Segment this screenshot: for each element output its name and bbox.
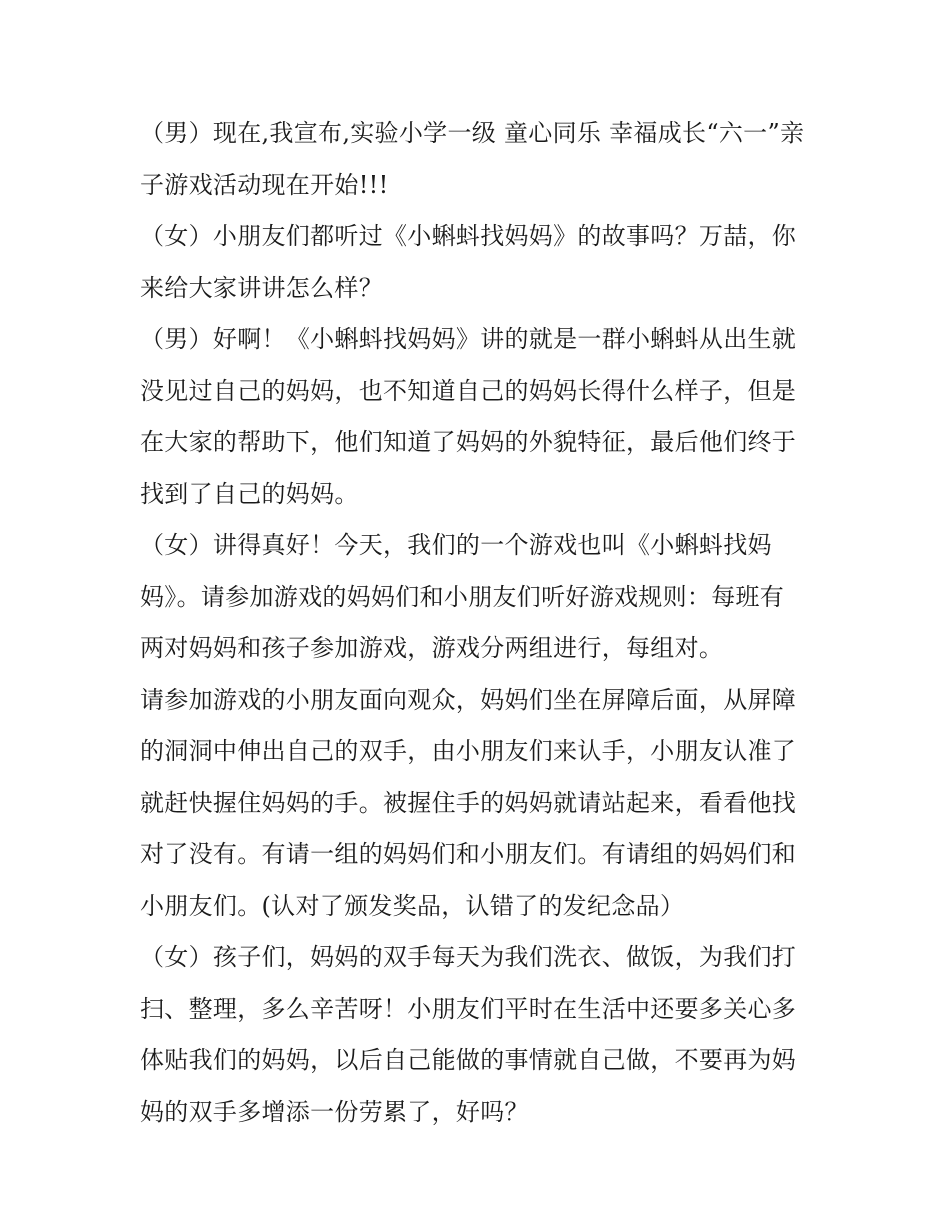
text-line: 在大家的帮助下，他们知道了妈妈的外貌特征，最后他们终于 [140, 428, 797, 456]
text-line: （女）讲得真好！今天，我们的一个游戏也叫《小蝌蚪找妈 [140, 531, 772, 559]
text-line: 小朋友们。(认对了颁发奖品，认错了的发纪念品） [140, 891, 685, 920]
text-line: （男）现在,我宣布,实验小学一级 童心同乐 幸福成长“六一”亲 [140, 119, 805, 147]
document-body [140, 108, 816, 1138]
text-line: 对了没有。有请一组的妈妈们和小朋友们。有请组的妈妈们和 [140, 840, 797, 868]
text-line: 妈》。请参加游戏的妈妈们和小朋友们听好游戏规则：每班有 [140, 582, 785, 611]
text-line: （女）孩子们，妈妈的双手每天为我们洗衣、做饭，为我们打 [140, 943, 797, 971]
text-line: （女）小朋友们都听过《小蝌蚪找妈妈》的故事吗？万喆，你 [140, 222, 797, 250]
text-line: 扫、整理，多么辛苦呀！小朋友们平时在生活中还要多关心多 [140, 994, 797, 1023]
text-line: 妈的双手多增添一份劳累了，好吗？ [140, 1097, 529, 1126]
text-line: （男）好啊！《小蝌蚪找妈妈》讲的就是一群小蝌蚪从出生就 [140, 325, 797, 353]
text-line: 请参加游戏的小朋友面向观众，妈妈们坐在屏障后面，从屏障 [140, 685, 797, 714]
text-line: 的洞洞中伸出自己的双手，由小朋友们来认手，小朋友认准了 [140, 737, 797, 765]
text-line: 就赶快握住妈妈的手。被握住手的妈妈就请站起来，看看他找 [140, 788, 797, 817]
text-line: 来给大家讲讲怎么样？ [140, 273, 383, 302]
text-line: 子游戏活动现在开始!!! [140, 170, 389, 199]
text-line: 两对妈妈和孩子参加游戏，游戏分两组进行，每组对。 [140, 634, 724, 662]
text-line: 没见过自己的妈妈，也不知道自己的妈妈长得什么样子，但是 [140, 376, 797, 405]
text-line: 找到了自己的妈妈。 [140, 479, 359, 508]
text-line: 体贴我们的妈妈，以后自己能做的事情就自己做，不要再为妈 [140, 1046, 797, 1074]
